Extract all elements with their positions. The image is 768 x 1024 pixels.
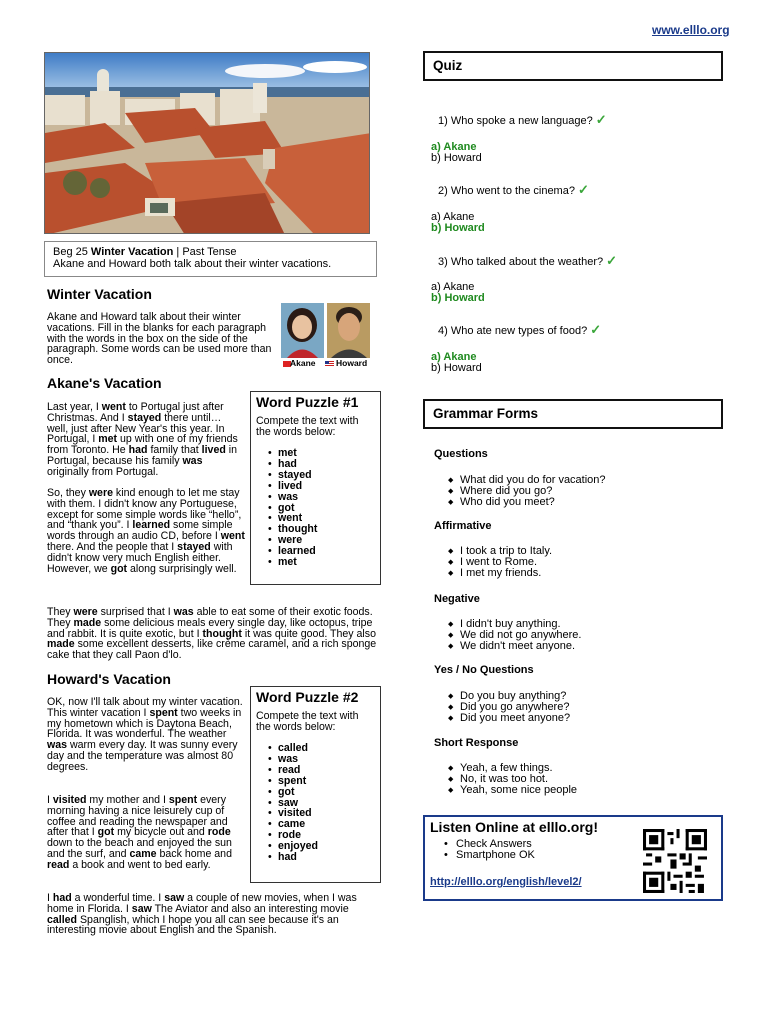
list-item: • lived: [268, 481, 375, 492]
quiz-question-3: [438, 254, 617, 268]
answer-b: b) Howard: [431, 362, 482, 374]
list-item: • enjoyed: [268, 841, 375, 852]
quiz-answers-4: [431, 352, 482, 374]
question-text: 2) Who went to the cinema?: [438, 185, 575, 197]
quiz-question-4: [438, 323, 601, 337]
listen-online-box: [423, 815, 723, 901]
speaker-avatars: [281, 303, 370, 369]
akane-paragraph-2: So, they were kind enough to let me stay with them. I didn't know any Portuguese, except for some simple words like “hello”, and “thank you”. I learned some simple words through an audio CD, before I went there. And the people that I stayed with didn't know very much English either. However, we got along surprisingly well.: [47, 487, 245, 575]
checkmark-icon: ✓: [595, 112, 607, 127]
akane-name: Akane: [290, 358, 316, 368]
list-item: ◆ Where did you go?: [448, 486, 606, 497]
quiz-title: Quiz: [423, 51, 723, 81]
list-item: • read: [268, 765, 375, 776]
akane-avatar: [281, 303, 324, 358]
grammar-affirmative-list: [448, 546, 552, 579]
site-link[interactable]: www.elllo.org: [652, 23, 730, 37]
list-item: • Check Answers: [444, 839, 716, 850]
answer-a: a) Akane: [431, 351, 477, 363]
question-text: 1) Who spoke a new language?: [438, 115, 593, 127]
winter-heading: Winter Vacation: [47, 286, 152, 302]
checkmark-icon: ✓: [590, 322, 602, 337]
lisbon-photo: [44, 52, 370, 234]
list-item: • were: [268, 535, 375, 546]
puzzle-2-title: Word Puzzle #2: [256, 689, 359, 705]
akane-paragraph-3: They were surprised that I was able to eat some of their exotic foods. They made some delicious meals every single day, like octopus, tripe and rabbit. It is quite exotic, but I thought it was quite good. They also made some excellent desserts, like crème caramel, and a rich sponge cake that they call Paon d'lo.: [47, 606, 377, 662]
grammar-questions-heading: Questions: [434, 448, 488, 460]
usa-flag-icon: [325, 361, 334, 367]
list-item: ◆ Do you buy anything?: [448, 691, 570, 702]
lesson-summary: Akane and Howard both talk about their winter vacations.: [53, 258, 332, 270]
answer-a: a) Akane: [431, 211, 475, 223]
list-item: ◆ I didn't buy anything.: [448, 619, 581, 630]
answer-a: a) Akane: [431, 281, 475, 293]
howard-name: Howard: [336, 358, 368, 368]
lesson-title: Winter Vacation: [90, 246, 174, 258]
answer-a: a) Akane: [431, 141, 477, 153]
qr-code-icon: [643, 829, 707, 893]
list-item: ◆ Did you go anywhere?: [448, 702, 570, 713]
puzzle-2-word-list: [256, 743, 375, 863]
list-item: • had: [268, 852, 375, 863]
list-item: • went: [268, 513, 375, 524]
list-item: • had: [268, 459, 375, 470]
puzzle-1-instruction: Compete the text with the words below:: [256, 415, 359, 438]
list-item: • thought: [268, 524, 375, 535]
list-item: • met: [268, 448, 375, 459]
grammar-forms-title: Grammar Forms: [423, 399, 723, 429]
list-item: • was: [268, 754, 375, 765]
puzzle-2-instruction: Compete the text with the words below:: [256, 710, 359, 733]
checkmark-icon: ✓: [606, 253, 618, 268]
list-item: ◆ Yeah, some nice people: [448, 785, 577, 796]
level-link[interactable]: http://elllo.org/english/level2/: [430, 876, 582, 888]
akane-paragraph-1: Last year, I went to Portugal just after Christmas. And I stayed there until… well, just after New Year's this year. In Portugal, I met up with one of my friends from Toronto. He had family that lived in Portugal, because his family was originally from Portugal.: [47, 401, 238, 478]
akane-heading: Akane's Vacation: [47, 375, 162, 391]
grammar-affirmative-heading: Affirmative: [434, 520, 492, 532]
howard-paragraph-2: I visited my mother and I spent every morning having a nice leisurely cup of coffee and reading the newspaper and after that I got my bicycle out and rode down to the beach and enjoyed the sun and the surf, and came back home and read a book and went to bed early.: [47, 794, 232, 871]
grammar-short-response-heading: Short Response: [434, 737, 519, 749]
word-puzzle-1: [250, 391, 381, 585]
howard-avatar: [327, 303, 370, 358]
list-item: • spent: [268, 776, 375, 787]
list-item: • saw: [268, 798, 375, 809]
list-item: • was: [268, 492, 375, 503]
list-item: ◆ I went to Rome.: [448, 557, 552, 568]
answer-b: b) Howard: [431, 152, 482, 164]
quiz-question-1: [438, 113, 607, 127]
list-item: • got: [268, 503, 375, 514]
list-item: • Smartphone OK: [444, 850, 716, 861]
answer-b: b) Howard: [431, 222, 485, 234]
grammar-short-response-list: [448, 763, 577, 796]
list-item: • met: [268, 557, 375, 568]
grammar-questions-list: [448, 475, 606, 508]
list-item: ◆ I met my friends.: [448, 568, 552, 579]
puzzle-1-word-list: [256, 448, 375, 568]
list-item: ◆ Did you meet anyone?: [448, 713, 570, 724]
answer-b: b) Howard: [431, 292, 485, 304]
grammar-yesno-heading: Yes / No Questions: [434, 664, 534, 676]
puzzle-1-title: Word Puzzle #1: [256, 394, 359, 410]
question-text: 4) Who ate new types of food?: [438, 325, 588, 337]
list-item: • rode: [268, 830, 375, 841]
list-item: • visited: [268, 808, 375, 819]
list-item: ◆ Who did you meet?: [448, 497, 606, 508]
list-item: ◆ We did not go anywhere.: [448, 630, 581, 641]
list-item: ◆ I took a trip to Italy.: [448, 546, 552, 557]
lesson-intro-box: [44, 241, 377, 277]
quiz-answers-3: [431, 282, 485, 304]
list-item: • came: [268, 819, 375, 830]
list-item: • stayed: [268, 470, 375, 481]
quiz-question-2: [438, 183, 589, 197]
list-item: • got: [268, 787, 375, 798]
lesson-topic: | Past Tense: [173, 246, 237, 258]
grammar-negative-heading: Negative: [434, 593, 480, 605]
checkmark-icon: ✓: [577, 182, 589, 197]
list-item: ◆ Yeah, a few things.: [448, 763, 577, 774]
list-item: ◆ What did you do for vacation?: [448, 475, 606, 486]
quiz-answers-2: [431, 212, 485, 234]
lesson-number: Beg 25: [53, 246, 91, 258]
winter-intro-text: Akane and Howard talk about their winter vacations. Fill in the blanks for each paragraph with the words in the box on the side of the paragraph. Some words can be used more than once.: [47, 311, 272, 367]
word-puzzle-2: [250, 686, 381, 883]
grammar-negative-list: [448, 619, 581, 652]
list-item: ◆ No, it was too hot.: [448, 774, 577, 785]
howard-heading: Howard's Vacation: [47, 671, 171, 687]
grammar-yesno-list: [448, 691, 570, 724]
howard-paragraph-3: I had a wonderful time. I saw a couple of new movies, when I was home in Florida. I saw The Aviator and also an interesting movie called Spanglish, which I hope you all can see because it's an interesting movie about English and the Spanish.: [47, 892, 357, 937]
list-item: • learned: [268, 546, 375, 557]
list-item: ◆ We didn't meet anyone.: [448, 641, 581, 652]
howard-paragraph-1: OK, now I'll talk about my winter vacation. This winter vacation I spent two weeks in my hometown which is Daytona Beach, Florida. It was wonderful. The weather was warm every day. It was sunny every day and the temperature was almost 80 degrees.: [47, 696, 243, 773]
quiz-answers-1: [431, 142, 482, 164]
listen-title: Listen Online at elllo.org!: [430, 819, 599, 835]
lesson-title-line: [53, 246, 368, 258]
list-item: • called: [268, 743, 375, 754]
question-text: 3) Who talked about the weather?: [438, 256, 604, 268]
